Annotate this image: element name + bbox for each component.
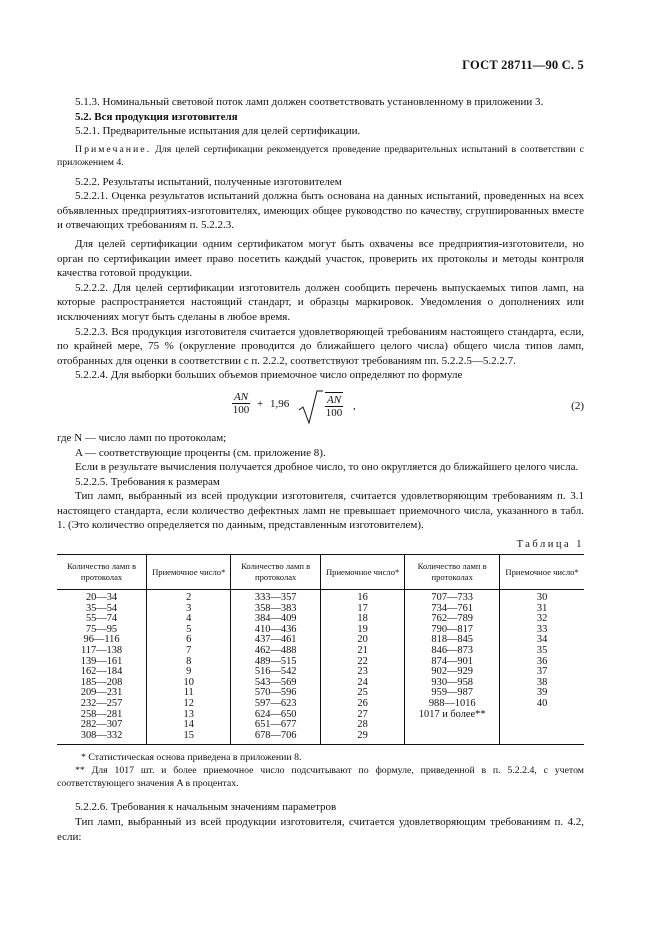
table-cell: 139—161 (80, 655, 123, 667)
table-cell: 20 (320, 635, 404, 646)
table-body (57, 590, 584, 745)
table-cell: 20—34 (85, 592, 118, 604)
clause-5-2-2-6: 5.2.2.6. Требования к начальным значениям параметров (75, 801, 337, 814)
table-cell: 15 (147, 731, 231, 745)
table-cell: 26 (320, 699, 404, 710)
table-cell: 23 (320, 667, 404, 678)
table-cell: 846—873 (405, 646, 500, 657)
table-cell: 12 (147, 699, 231, 710)
table-cell: 4 (147, 614, 231, 625)
table-cell (500, 720, 584, 731)
table-cell: 333—357 (231, 590, 321, 604)
note-label: Примечание. (75, 143, 152, 155)
table-row (57, 699, 584, 710)
formula-fraction (232, 391, 250, 417)
table-cell: 988—1016 (405, 699, 500, 710)
table-cell: 282—307 (80, 719, 123, 731)
table-cell: 959—987 (405, 688, 500, 699)
clause-5-2-2-2: 5.2.2.2. Для целей сертификации изготовитель должен сообщить перечень выпускаемых типов ламп, на которые распространяется настоящий стандарт, и образцы маркировок. Уведомления о дополнениях или исключениях могут быть сделаны в любое время. (57, 281, 584, 323)
table-1 (57, 554, 584, 745)
table-cell: 308—332 (57, 731, 147, 745)
formula-root-numerator: AN (327, 393, 342, 406)
clause-5-1-3: 5.1.3. Номинальный световой поток ламп должен соответствовать установленному в приложении 3. (75, 96, 544, 108)
table-cell (405, 720, 500, 731)
table-cell: 707—733 (405, 590, 500, 604)
table-cell: 790—817 (405, 625, 500, 636)
table-cell: 19 (320, 625, 404, 636)
table-cell: 6 (147, 635, 231, 646)
table-cell: 651—677 (231, 720, 321, 731)
table-cell: 358—383 (231, 604, 321, 615)
formula-denominator: 100 (232, 403, 250, 416)
table-cell: 410—436 (231, 625, 321, 636)
column-header: Приемочное число* (320, 555, 404, 590)
table-cell (405, 731, 500, 745)
table-row (57, 625, 584, 636)
clause-5-2-2: 5.2.2. Результаты испытаний, полученные изготовителем (75, 175, 342, 188)
table-cell: 16 (320, 590, 404, 604)
table-row (57, 731, 584, 745)
footnote-1: * Статистическая основа приведена в приложении 8. (81, 752, 302, 764)
table-row (57, 678, 584, 689)
formula-root-denominator: 100 (325, 406, 343, 419)
table-cell: 7 (147, 646, 231, 657)
column-header: Количество ламп в протоколах (405, 555, 500, 590)
table-cell: 21 (320, 646, 404, 657)
table-cell: 29 (320, 731, 404, 745)
table-cell (500, 710, 584, 721)
clause-5-2-2-3: 5.2.2.3. Вся продукция изготовителя считается удовлетворяющей требованиям настоящего стандарта, если, по крайней мере, 75 % (округление проводится до ближайшего целого числа) общего числа типов ламп, отобранных для оценки в соответствии с п. 2.2.2, соответствуют требованиям пп. 5.2.2.5—5.2.2.7. (57, 325, 584, 367)
table-row (57, 710, 584, 721)
table-row (57, 635, 584, 646)
table-cell: 35—54 (85, 602, 118, 614)
table-cell: 35 (500, 646, 584, 657)
table-cell: 39 (500, 688, 584, 699)
table-cell: 437—461 (231, 635, 321, 646)
table-cell: 818—845 (405, 635, 500, 646)
table-cell: 516—542 (231, 667, 321, 678)
footnote-2: ** Для 1017 шт. и более приемочное число подсчитывают по формуле, приведенной в п. 5.2.2.4, с учетом соответствующего значения A в процентах. (57, 765, 584, 790)
table-cell: 232—257 (80, 698, 123, 709)
clause-5-2-2-1: 5.2.2.1. Оценка результатов испытаний должна быть основана на данных испытаний, проведенных на всех объявленных предприятиях-изготовителях, имеющих общее руководство по качеству, сгруппированных вместе и отвечающих требованиям п. 5.2.2.3. (57, 190, 584, 232)
table-cell: 258—281 (80, 708, 123, 720)
table-cell: 874—901 (405, 657, 500, 668)
table-cell: 10 (147, 678, 231, 689)
where-n: где N — число ламп по протоколам; (57, 431, 227, 444)
formula-coefficient: 1,96 (270, 397, 290, 410)
table-cell: 27 (320, 710, 404, 721)
table-cell: 13 (147, 710, 231, 721)
clause-5-2-2-5: 5.2.2.5. Требования к размерам (75, 475, 220, 488)
table-cell (500, 731, 584, 745)
table-cell: 489—515 (231, 657, 321, 668)
column-header: Количество ламп в протоколах (231, 555, 321, 590)
table-cell: 5 (147, 625, 231, 636)
table-row (57, 657, 584, 668)
document-page (57, 58, 584, 844)
clause-5-2-2-4: 5.2.2.4. Для выборки больших объемов приемочное число определяют по формуле (75, 369, 463, 382)
table-cell: 96—116 (83, 634, 120, 646)
paragraph-certification: Для целей сертификации одним сертификатом могут быть охвачены все предприятия-изготовители, но орган по сертификации имеет право посетить каждый участок, проверить их протоколы и методы контроля качества готовой продукции. (57, 237, 584, 280)
table-cell: 40 (500, 699, 584, 710)
table-cell: 28 (320, 720, 404, 731)
table-cell: 32 (500, 614, 584, 625)
table-cell: 11 (147, 688, 231, 699)
table-cell: 462—488 (231, 646, 321, 657)
note-text: Для целей сертификации рекомендуется проведение предварительных испытаний в соответствии с приложением 4. (57, 143, 584, 169)
table-cell: 597—623 (231, 699, 321, 710)
table-cell: 55—74 (85, 613, 118, 625)
page-header: ГОСТ 28711—90 С. 5 (462, 58, 584, 72)
table-row (57, 646, 584, 657)
table-cell: 2 (147, 590, 231, 604)
table-cell: 36 (500, 657, 584, 668)
sqrt-sign-icon (297, 389, 323, 425)
table-cell: 34 (500, 635, 584, 646)
table-cell: 22 (320, 657, 404, 668)
table-cell: 1017 и более** (405, 710, 500, 721)
paragraph-rounding: Если в результате вычисления получается дробное число, то оно округляется до ближайшего целого числа. (75, 461, 579, 474)
paragraph-type-parameters: Тип ламп, выбранный из всей продукции изготовителя, считается удовлетворяющим требованиям п. 4.2, если: (57, 815, 584, 843)
clause-5-2-1: 5.2.1. Предварительные испытания для целей сертификации. (75, 125, 361, 138)
table-cell: 734—761 (405, 604, 500, 615)
table-cell: 902—929 (405, 667, 500, 678)
table-cell: 543—569 (231, 678, 321, 689)
table-cell: 30 (500, 590, 584, 604)
table-cell: 9 (147, 667, 231, 678)
formula-numerator: AN (234, 390, 249, 403)
formula-plus: + (257, 397, 264, 410)
table-cell: 25 (320, 688, 404, 699)
column-header: Приемочное число* (500, 555, 584, 590)
table-row (57, 604, 584, 615)
table-cell: 3 (147, 604, 231, 615)
table-header-row (57, 555, 584, 590)
table-cell: 209—231 (80, 687, 123, 699)
table-cell: 570—596 (231, 688, 321, 699)
formula-2 (57, 389, 584, 429)
table-cell: 37 (500, 667, 584, 678)
column-header: Количество ламп в протоколах (57, 555, 147, 590)
table-caption: Таблица 1 (516, 539, 584, 551)
table-cell: 762—789 (405, 614, 500, 625)
table-cell: 678—706 (231, 731, 321, 745)
formula-root-fraction (325, 392, 343, 420)
table-row (57, 720, 584, 731)
table-cell: 8 (147, 657, 231, 668)
table-cell: 75—95 (85, 623, 118, 635)
table-row (57, 688, 584, 699)
table-cell: 162—184 (80, 666, 123, 678)
table-row (57, 614, 584, 625)
table-cell: 17 (320, 604, 404, 615)
table-cell: 31 (500, 604, 584, 615)
table-cell: 384—409 (231, 614, 321, 625)
table-cell: 38 (500, 678, 584, 689)
table-cell: 14 (147, 720, 231, 731)
column-header: Приемочное число* (147, 555, 231, 590)
table-cell: 24 (320, 678, 404, 689)
section-heading-5-2: 5.2. Вся продукция изготовителя (75, 110, 238, 123)
paragraph-type-dimensions: Тип ламп, выбранный из всей продукции изготовителя, считается удовлетворяющим требованиям п. 3.1 настоящего стандарта, если количество дефектных ламп не превышает приемочного числа, указанного в табл. 1. (Это количество определяется по данным, представленным изготовителем). (57, 490, 584, 532)
table-cell: 185—208 (80, 676, 123, 688)
table-row (57, 667, 584, 678)
note (57, 143, 584, 170)
table-cell: 33 (500, 625, 584, 636)
table-cell: 18 (320, 614, 404, 625)
table-cell: 930—958 (405, 678, 500, 689)
formula-number: (2) (571, 399, 584, 412)
table-cell: 624—650 (231, 710, 321, 721)
table-cell: 117—138 (80, 645, 123, 657)
where-a: A — соответствующие проценты (см. приложение 8). (75, 446, 326, 459)
table-row (57, 590, 584, 604)
formula-comma: , (353, 399, 356, 412)
